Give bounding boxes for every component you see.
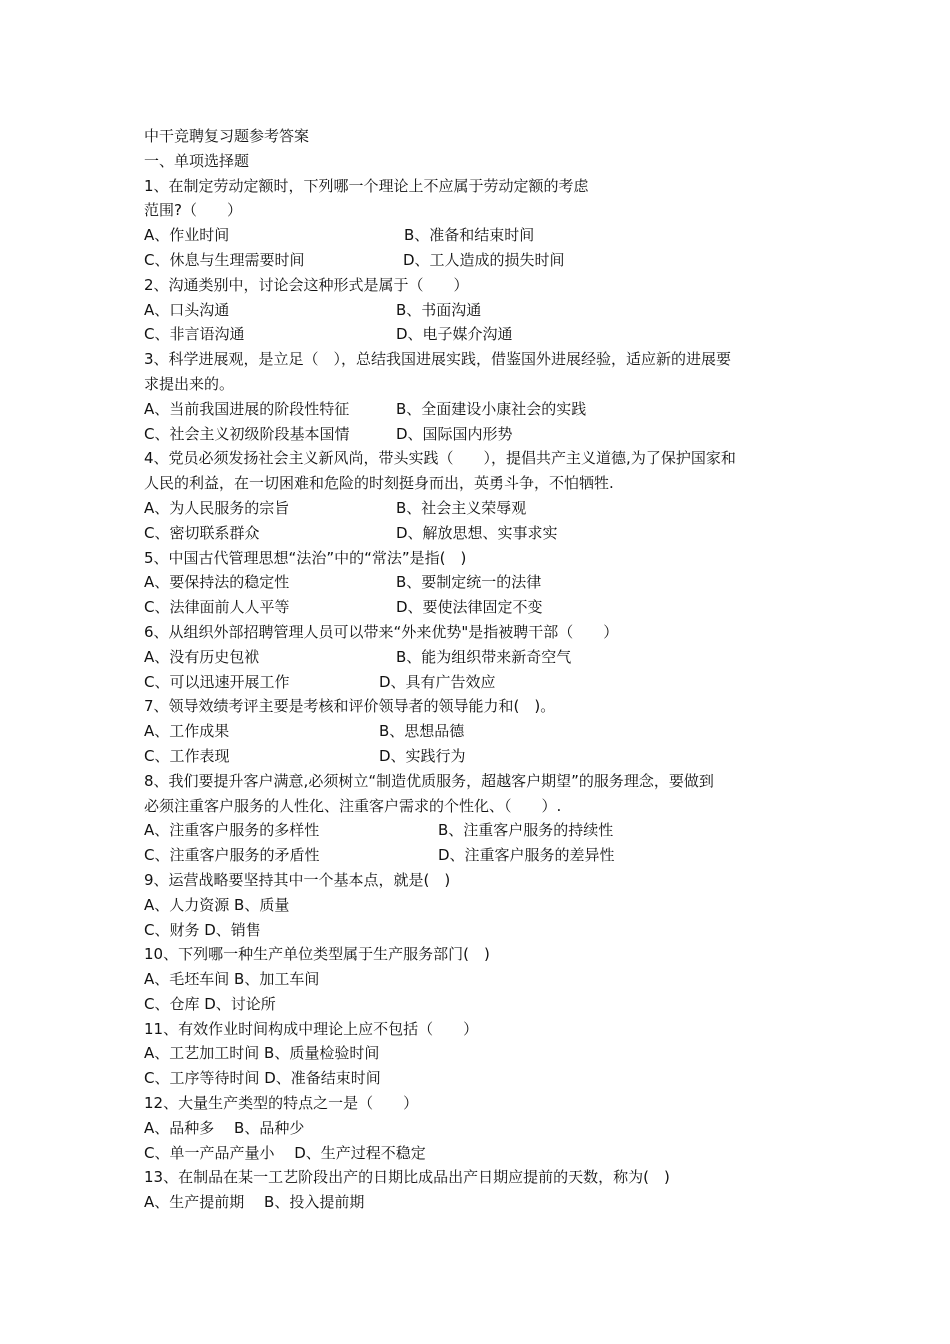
question-8-stem: 8、我们要提升客户满意,必须树立“制造优质服务，超越客户期望”的服务理念，要做到 <box>144 771 714 790</box>
option-a: A、要保持法的稳定性 <box>144 573 290 592</box>
option-b: B、注重客户服务的持续性 <box>438 821 614 840</box>
option-b: B、书面沟通 <box>396 300 482 319</box>
option-a: A、工作成果 <box>144 722 230 741</box>
question-4-stem-cont: 人民的利益，在一切困难和危险的时刻挺身而出，英勇斗争，不怕牺牲. <box>144 474 614 493</box>
question-10-options-ab: A、毛坯车间 B、加工车间 <box>144 970 320 989</box>
option-d: D、注重客户服务的差异性 <box>438 846 615 865</box>
section-heading: 一、单项选择题 <box>144 151 250 170</box>
question-12-stem: 12、大量生产类型的特点之一是（ ） <box>144 1094 419 1113</box>
question-5-options-ab <box>144 570 816 595</box>
question-9-stem: 9、运营战略要坚持其中一个基本点，就是( ) <box>144 870 451 889</box>
document-title: 中干竞聘复习题参考答案 <box>144 127 310 145</box>
option-a: A、作业时间 <box>144 226 230 245</box>
option-d: D、实践行为 <box>379 746 466 765</box>
question-3-stem: 3、科学进展观，是立足（ ），总结我国进展实践，借鉴国外进展经验，适应新的进展要 <box>144 350 732 369</box>
question-9-options-cd: C、财务 D、销售 <box>144 920 261 939</box>
option-a: A、为人民服务的宗旨 <box>144 498 290 517</box>
question-1-options-cd <box>144 248 816 273</box>
option-b: B、思想品德 <box>379 722 465 741</box>
question-1-stem-cont: 范围?（ ） <box>144 201 242 220</box>
option-d: D、具有广告效应 <box>379 672 496 691</box>
question-6-stem: 6、从组织外部招聘管理人员可以带来“外来优势"是指被聘干部（ ） <box>144 622 619 641</box>
question-10-options-cd: C、仓库 D、讨论所 <box>144 994 276 1013</box>
question-3-options-cd <box>144 422 816 447</box>
question-7-stem: 7、领导效绩考评主要是考核和评价领导者的领导能力和( )。 <box>144 697 556 716</box>
question-9-options-ab: A、人力资源 B、质量 <box>144 895 290 914</box>
document-body <box>144 124 816 1215</box>
question-5-stem: 5、中国古代管理思想“法治”中的“常法”是指( ) <box>144 548 467 567</box>
question-6-options-cd <box>144 670 816 695</box>
question-8-options-ab <box>144 818 816 843</box>
option-c: C、工作表现 <box>144 746 230 765</box>
option-b: B、准备和结束时间 <box>404 226 535 245</box>
option-c: C、密切联系群众 <box>144 523 260 542</box>
option-b: B、社会主义荣辱观 <box>396 498 527 517</box>
question-8-options-cd <box>144 843 816 868</box>
option-c: C、可以迅速开展工作 <box>144 672 290 691</box>
option-b: B、能为组织带来新奇空气 <box>396 647 572 666</box>
option-d: D、工人造成的损失时间 <box>403 250 565 269</box>
option-d: D、解放思想、实事求实 <box>396 523 558 542</box>
question-4-options-cd <box>144 521 816 546</box>
question-13-options-ab: A、生产提前期 B、投入提前期 <box>144 1193 365 1212</box>
question-3-options-ab <box>144 397 816 422</box>
option-b: B、全面建设小康社会的实践 <box>396 399 587 418</box>
option-a: A、没有历史包袱 <box>144 647 260 666</box>
question-12-options-ab: A、品种多 B、品种少 <box>144 1118 305 1137</box>
question-2-options-cd <box>144 322 816 347</box>
question-13-stem: 13、在制品在某一工艺阶段出产的日期比成品出产日期应提前的天数，称为( ) <box>144 1168 670 1187</box>
question-11-options-cd: C、工序等待时间 D、准备结束时间 <box>144 1069 381 1088</box>
option-d: D、国际国内形势 <box>396 424 513 443</box>
question-7-options-cd <box>144 744 816 769</box>
question-12-options-cd: C、单一产品产量小 D、生产过程不稳定 <box>144 1143 426 1162</box>
option-d: D、电子媒介沟通 <box>396 325 513 344</box>
question-2-options-ab <box>144 298 816 323</box>
option-c: C、社会主义初级阶段基本国情 <box>144 424 350 443</box>
option-b: B、要制定统一的法律 <box>396 573 542 592</box>
option-a: A、当前我国进展的阶段性特征 <box>144 399 350 418</box>
option-c: C、法律面前人人平等 <box>144 598 290 617</box>
question-7-options-ab <box>144 719 816 744</box>
option-c: C、休息与生理需要时间 <box>144 250 305 269</box>
question-11-options-ab: A、工艺加工时间 B、质量检验时间 <box>144 1044 380 1063</box>
option-a: A、口头沟通 <box>144 300 230 319</box>
question-11-stem: 11、有效作业时间构成中理论上应不包括（ ） <box>144 1019 479 1038</box>
question-6-options-ab <box>144 645 816 670</box>
question-8-stem-cont: 必须注重客户服务的人性化、注重客户需求的个性化、（ ）. <box>144 796 562 815</box>
question-4-stem: 4、党员必须发扬社会主义新风尚，带头实践（ ），提倡共产主义道德,为了保护国家和 <box>144 449 736 468</box>
question-2-stem: 2、沟通类别中，讨论会这种形式是属于（ ） <box>144 275 469 294</box>
option-c: C、非言语沟通 <box>144 325 245 344</box>
option-a: A、注重客户服务的多样性 <box>144 821 320 840</box>
option-d: D、要使法律固定不变 <box>396 598 543 617</box>
question-4-options-ab <box>144 496 816 521</box>
question-10-stem: 10、下列哪一种生产单位类型属于生产服务部门( ) <box>144 945 490 964</box>
question-3-stem-cont: 求提出来的。 <box>144 374 235 393</box>
question-5-options-cd <box>144 595 816 620</box>
question-1-stem: 1、在制定劳动定额时，下列哪一个理论上不应属于劳动定额的考虑 <box>144 176 589 195</box>
question-1-options-ab <box>144 223 816 248</box>
option-c: C、注重客户服务的矛盾性 <box>144 846 320 865</box>
